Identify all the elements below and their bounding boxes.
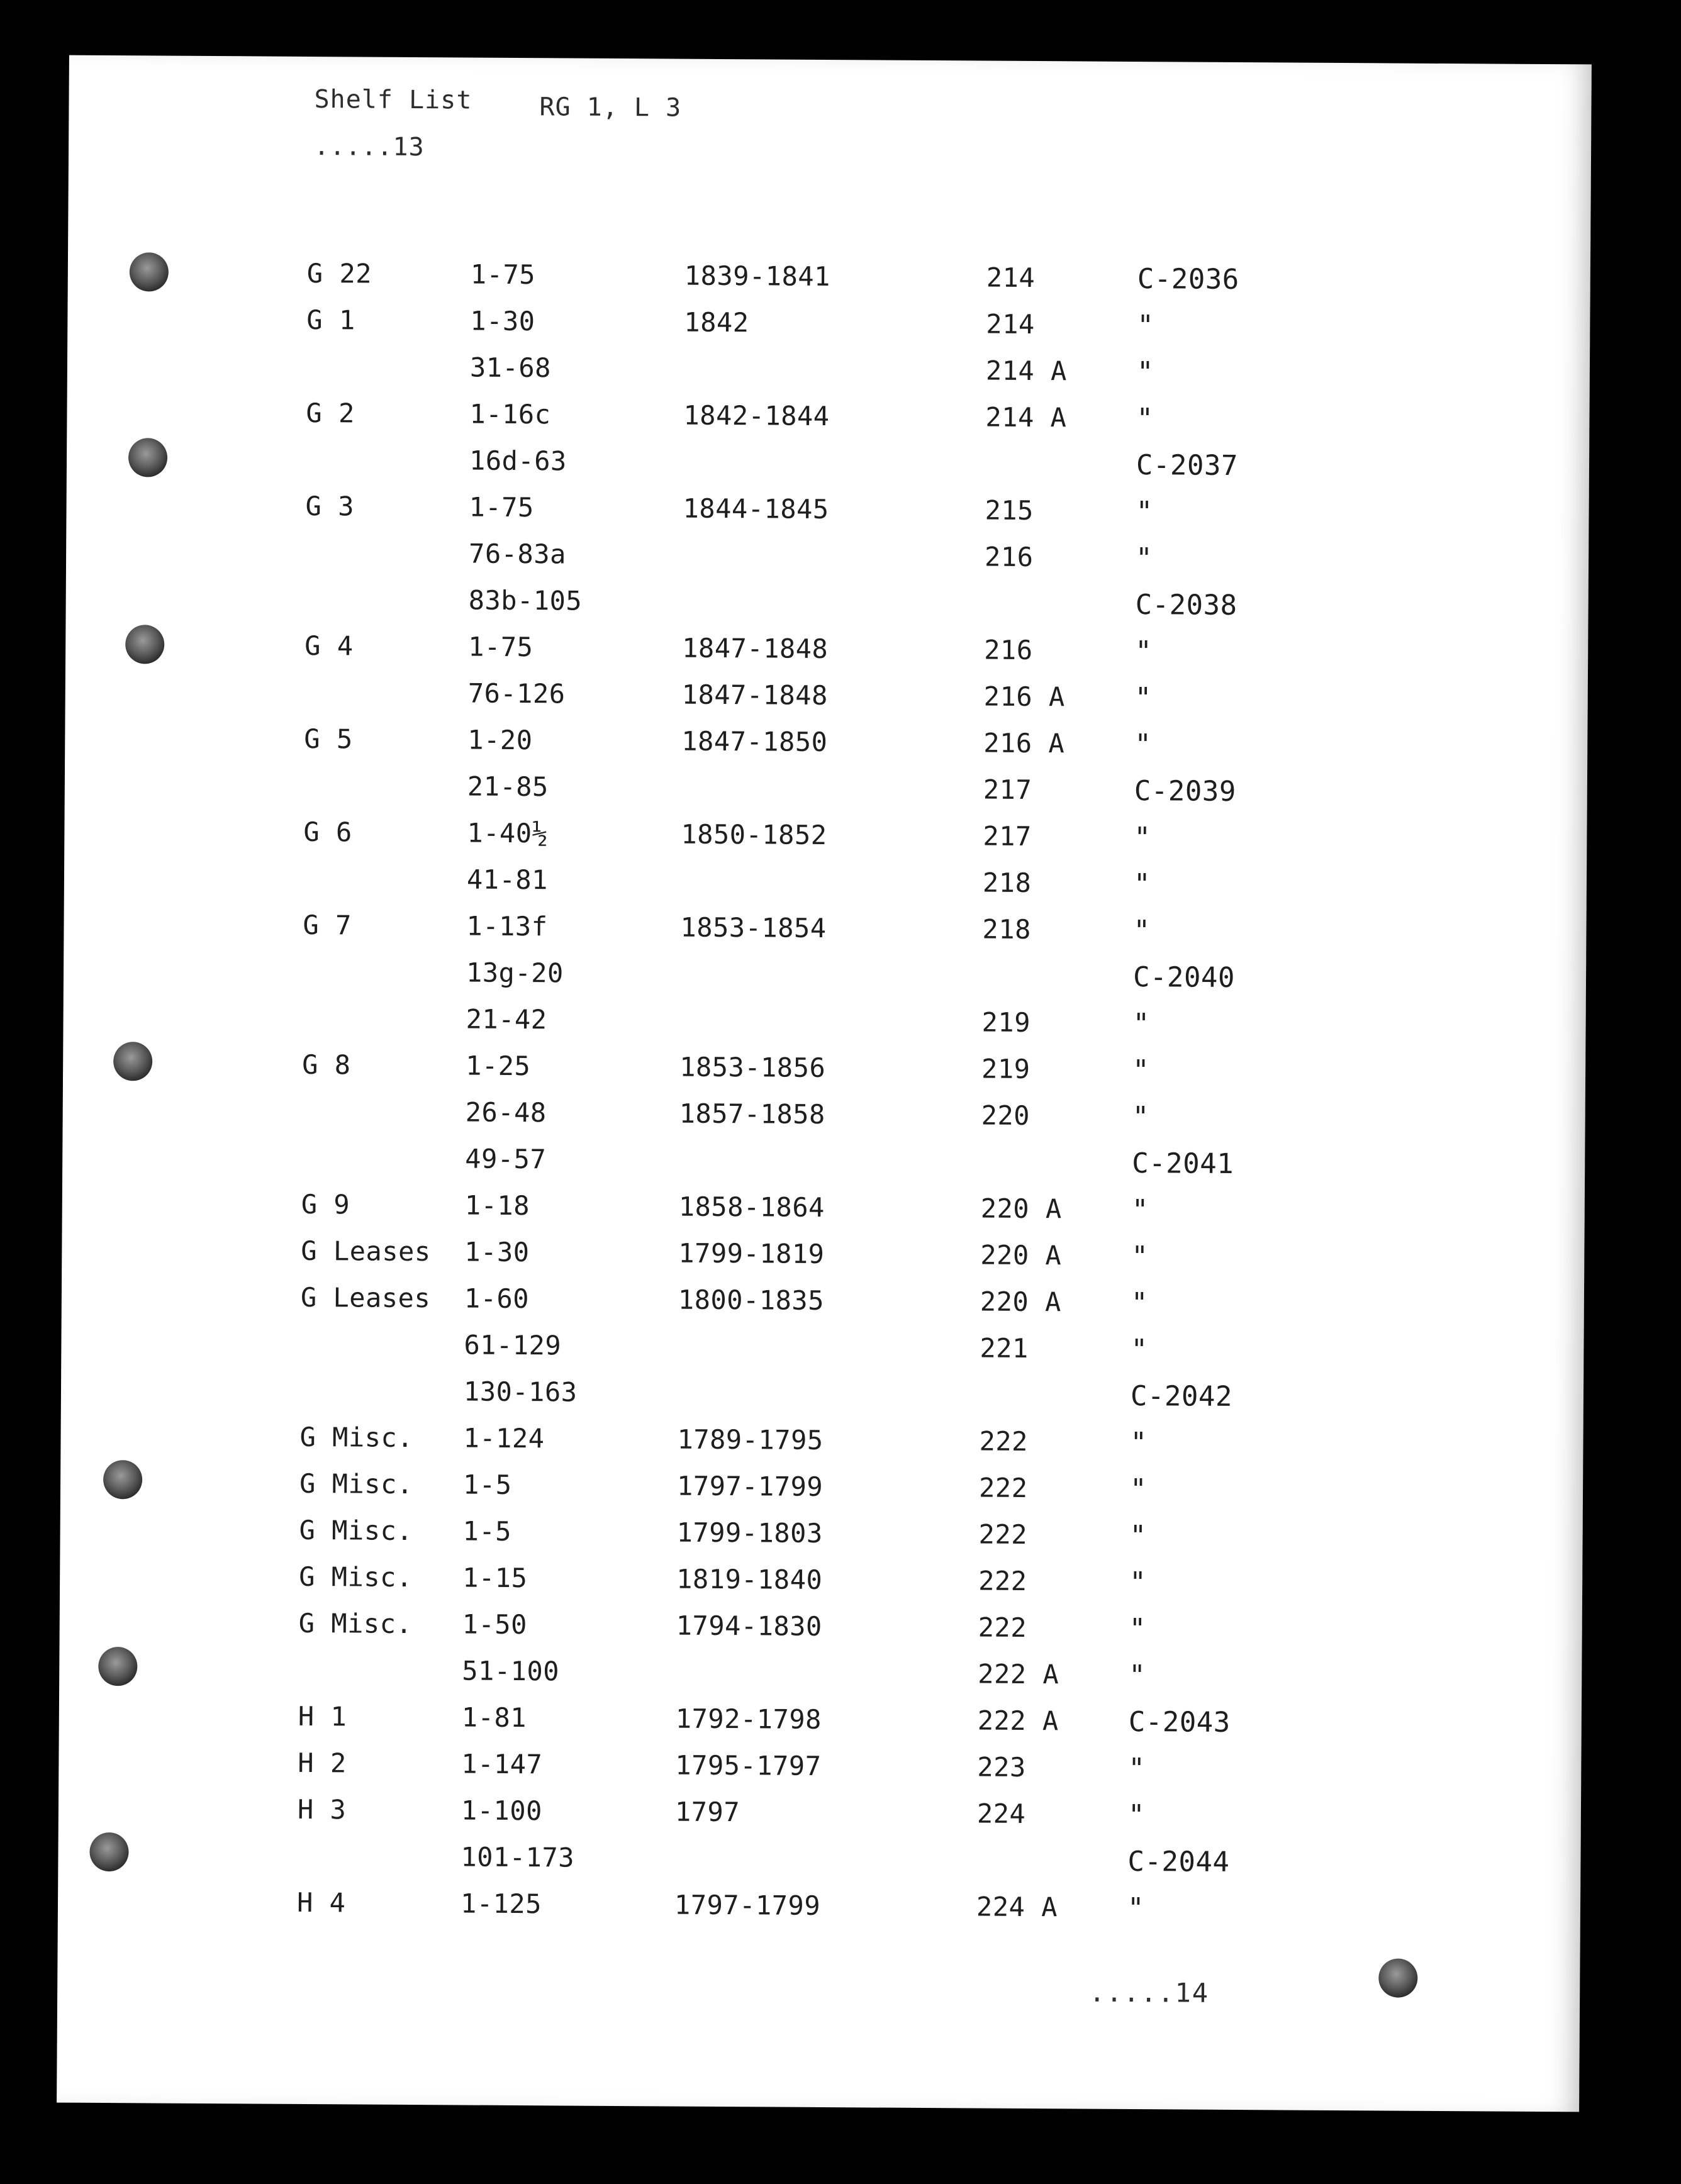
table-row: [62, 1234, 1584, 1281]
items-cell: 26-48: [465, 1096, 547, 1128]
roll-cell: C-2038: [1135, 589, 1237, 621]
roll-cell: ": [1133, 867, 1151, 901]
dates-cell: 1858-1864: [678, 1191, 825, 1223]
table-row: [61, 1327, 1583, 1374]
items-cell: 1-5: [462, 1515, 512, 1547]
table-row: [67, 303, 1590, 350]
table-row: [62, 1188, 1585, 1235]
dates-cell: 1792-1798: [675, 1703, 822, 1735]
dates-cell: 1842: [684, 306, 749, 338]
table-row: [67, 396, 1589, 443]
items-cell: 1-81: [461, 1702, 527, 1734]
box-cell: 222 A: [978, 1658, 1059, 1690]
table-row: [64, 955, 1586, 1002]
dates-cell: 1847-1848: [682, 632, 829, 665]
series-cell: G 5: [304, 723, 353, 755]
items-cell: 1-13f: [466, 910, 548, 942]
series-cell: H 1: [298, 1700, 347, 1732]
box-cell: 214 A: [985, 355, 1068, 387]
roll-cell: ": [1135, 635, 1153, 668]
roll-cell: C-2036: [1137, 263, 1239, 296]
box-cell: 221: [980, 1332, 1029, 1364]
items-cell: 1-100: [461, 1795, 543, 1827]
roll-cell: ": [1131, 1286, 1149, 1320]
roll-cell: C-2044: [1127, 1845, 1230, 1878]
roll-cell: ": [1134, 728, 1152, 761]
series-cell: G 3: [305, 490, 355, 522]
shelf-list-table: [57, 55, 1592, 2112]
dates-cell: 1847-1848: [681, 679, 828, 711]
roll-cell: ": [1133, 914, 1151, 947]
roll-cell: ": [1134, 682, 1152, 715]
dates-cell: 1800-1835: [678, 1284, 825, 1317]
series-cell: G 6: [303, 816, 352, 848]
box-cell: 218: [982, 867, 1032, 899]
table-row: [64, 815, 1587, 862]
roll-cell: ": [1130, 1426, 1148, 1459]
roll-cell: ": [1131, 1333, 1148, 1366]
items-cell: 130-163: [463, 1376, 578, 1408]
box-cell: 222 A: [977, 1705, 1059, 1737]
table-row: [65, 722, 1587, 769]
roll-cell: C-2041: [1132, 1147, 1234, 1180]
table-row: [65, 676, 1588, 723]
roll-cell: C-2039: [1134, 775, 1236, 808]
dates-cell: 1819-1840: [676, 1563, 823, 1595]
box-cell: 223: [977, 1751, 1026, 1783]
items-cell: 1-125: [460, 1888, 542, 1920]
roll-cell: ": [1132, 1007, 1150, 1040]
table-row: [61, 1374, 1583, 1421]
series-cell: G 9: [301, 1188, 350, 1220]
document-title: Shelf List: [314, 85, 472, 115]
box-cell: 214: [986, 308, 1035, 340]
table-row: [60, 1467, 1583, 1514]
roll-cell: ": [1131, 1193, 1149, 1227]
items-cell: 1-18: [464, 1190, 530, 1222]
items-cell: 1-25: [466, 1050, 531, 1082]
box-cell: 216: [984, 634, 1033, 666]
table-row: [60, 1513, 1582, 1561]
series-cell: H 2: [298, 1747, 347, 1779]
items-cell: 13g-20: [466, 957, 564, 989]
table-row: [65, 769, 1587, 816]
roll-cell: ": [1129, 1612, 1146, 1646]
continued-to-marker: .....14: [1089, 1976, 1210, 2008]
box-cell: 220 A: [980, 1239, 1062, 1271]
table-row: [58, 1839, 1580, 1886]
items-cell: 21-85: [467, 771, 549, 803]
series-cell: G Leases: [301, 1235, 431, 1268]
dates-cell: 1839-1841: [684, 260, 831, 292]
box-cell: 214 A: [985, 401, 1067, 433]
table-row: [66, 536, 1589, 583]
dates-cell: 1797: [674, 1796, 740, 1828]
table-row: [60, 1607, 1582, 1654]
roll-cell: ": [1132, 1100, 1149, 1134]
items-cell: 83b-105: [468, 584, 583, 616]
items-cell: 1-30: [470, 305, 535, 337]
roll-cell: C-2042: [1130, 1379, 1233, 1413]
items-cell: 101-173: [461, 1841, 575, 1873]
series-cell: G Misc.: [299, 1561, 413, 1593]
dates-cell: 1789-1795: [677, 1424, 824, 1456]
box-cell: 215: [985, 494, 1034, 526]
table-row: [63, 1048, 1585, 1095]
table-row: [62, 1141, 1585, 1188]
series-cell: G Misc.: [299, 1468, 413, 1500]
continued-from-marker: .....13: [313, 132, 425, 162]
items-cell: 49-57: [465, 1143, 547, 1175]
roll-cell: ": [1128, 1752, 1146, 1785]
roll-cell: ": [1134, 822, 1151, 854]
items-cell: 1-50: [462, 1608, 528, 1641]
dates-cell: 1850-1852: [681, 818, 827, 851]
items-cell: 1-75: [468, 631, 533, 663]
items-cell: 1-16c: [469, 398, 551, 430]
table-row: [63, 1095, 1585, 1142]
items-cell: 1-30: [464, 1236, 530, 1268]
roll-cell: ": [1136, 403, 1154, 435]
items-cell: 76-83a: [468, 538, 567, 570]
box-cell: 224 A: [976, 1891, 1058, 1923]
series-cell: G 4: [304, 630, 354, 662]
series-cell: G Misc.: [298, 1607, 413, 1640]
box-cell: 222: [978, 1472, 1028, 1503]
dates-cell: 1853-1856: [679, 1051, 826, 1084]
roll-cell: ": [1137, 309, 1154, 342]
table-row: [60, 1420, 1583, 1468]
dates-cell: 1799-1803: [676, 1517, 823, 1549]
table-row: [67, 443, 1589, 490]
table-row: [59, 1653, 1582, 1700]
items-cell: 76-126: [467, 677, 566, 710]
dates-cell: 1797-1799: [676, 1470, 824, 1503]
roll-cell: ": [1129, 1519, 1147, 1552]
series-cell: G 8: [302, 1049, 351, 1081]
roll-cell: ": [1127, 1798, 1146, 1832]
items-cell: 1-124: [463, 1422, 545, 1454]
table-row: [58, 1886, 1580, 1933]
dates-cell: 1794-1830: [676, 1610, 822, 1642]
series-cell: G 22: [306, 257, 372, 289]
roll-cell: ": [1131, 1240, 1149, 1273]
box-cell: 222: [978, 1565, 1027, 1596]
series-cell: G 2: [306, 397, 355, 429]
dates-cell: 1797-1799: [674, 1889, 821, 1921]
roll-cell: C-2040: [1132, 961, 1236, 994]
roll-cell: ": [1129, 1659, 1146, 1692]
table-row: [62, 1281, 1584, 1328]
box-cell: 222: [978, 1518, 1028, 1550]
items-cell: 1-5: [462, 1469, 512, 1500]
series-cell: G Leases: [300, 1281, 431, 1314]
items-cell: 1-15: [462, 1562, 528, 1594]
table-row: [66, 489, 1589, 537]
roll-cell: ": [1136, 496, 1153, 528]
box-cell: 222: [978, 1612, 1027, 1643]
table-row: [64, 908, 1586, 956]
document-page: [57, 55, 1592, 2112]
box-cell: 224: [976, 1798, 1026, 1829]
box-cell: 219: [981, 1053, 1030, 1084]
box-cell: 216 A: [983, 681, 1065, 713]
items-cell: 21-42: [466, 1003, 547, 1035]
roll-cell: ": [1129, 1473, 1148, 1506]
roll-cell: ": [1136, 356, 1154, 389]
items-cell: 1-75: [469, 491, 534, 523]
items-cell: 41-81: [466, 864, 549, 896]
items-cell: 61-129: [464, 1329, 562, 1361]
box-cell: 220 A: [980, 1286, 1061, 1318]
table-row: [59, 1746, 1581, 1793]
dates-cell: 1847-1850: [681, 725, 828, 758]
series-cell: G 1: [306, 304, 355, 336]
items-cell: 51-100: [462, 1655, 560, 1687]
roll-cell: C-2043: [1128, 1705, 1231, 1739]
box-cell: 216: [984, 541, 1034, 573]
series-cell: G Misc.: [299, 1421, 414, 1454]
box-cell: 217: [983, 820, 1032, 852]
table-row: [65, 629, 1588, 676]
table-row: [59, 1700, 1582, 1747]
series-cell: G Misc.: [299, 1514, 413, 1547]
items-cell: 31-68: [469, 352, 552, 384]
series-cell: G 7: [303, 909, 352, 941]
items-cell: 16d-63: [469, 445, 567, 477]
dates-cell: 1842-1844: [683, 399, 830, 432]
table-row: [63, 1001, 1585, 1049]
table-row: [60, 1560, 1582, 1607]
items-cell: 1-75: [470, 259, 536, 291]
box-cell: 220: [981, 1100, 1030, 1131]
dates-cell: 1844-1845: [683, 493, 829, 525]
items-cell: 1-40½: [467, 817, 549, 849]
roll-cell: ": [1135, 542, 1153, 575]
roll-cell: ": [1129, 1566, 1147, 1599]
series-cell: H 4: [296, 1886, 346, 1919]
box-cell: 216 A: [983, 727, 1065, 759]
roll-cell: ": [1132, 1054, 1150, 1087]
table-row: [64, 862, 1587, 909]
roll-cell: ": [1127, 1892, 1145, 1925]
table-row: [67, 350, 1590, 397]
dates-cell: 1795-1797: [675, 1749, 822, 1781]
box-cell: 219: [981, 1006, 1031, 1039]
dates-cell: 1857-1858: [679, 1098, 825, 1130]
items-cell: 1-60: [464, 1283, 530, 1315]
table-row: [59, 1793, 1581, 1840]
roll-cell: C-2037: [1136, 449, 1239, 482]
dates-cell: 1799-1819: [678, 1237, 825, 1270]
table-row: [65, 582, 1588, 630]
items-cell: 1-147: [461, 1748, 543, 1780]
dates-cell: 1853-1854: [680, 911, 827, 944]
box-cell: 222: [979, 1425, 1029, 1457]
box-cell: 217: [983, 774, 1032, 806]
box-cell: 214: [986, 262, 1036, 294]
table-row: [68, 257, 1590, 304]
record-group-label: RG 1, L 3: [539, 92, 682, 123]
series-cell: H 3: [297, 1793, 347, 1825]
box-cell: 220 A: [980, 1193, 1062, 1225]
box-cell: 218: [982, 913, 1032, 945]
items-cell: 1-20: [467, 724, 533, 756]
